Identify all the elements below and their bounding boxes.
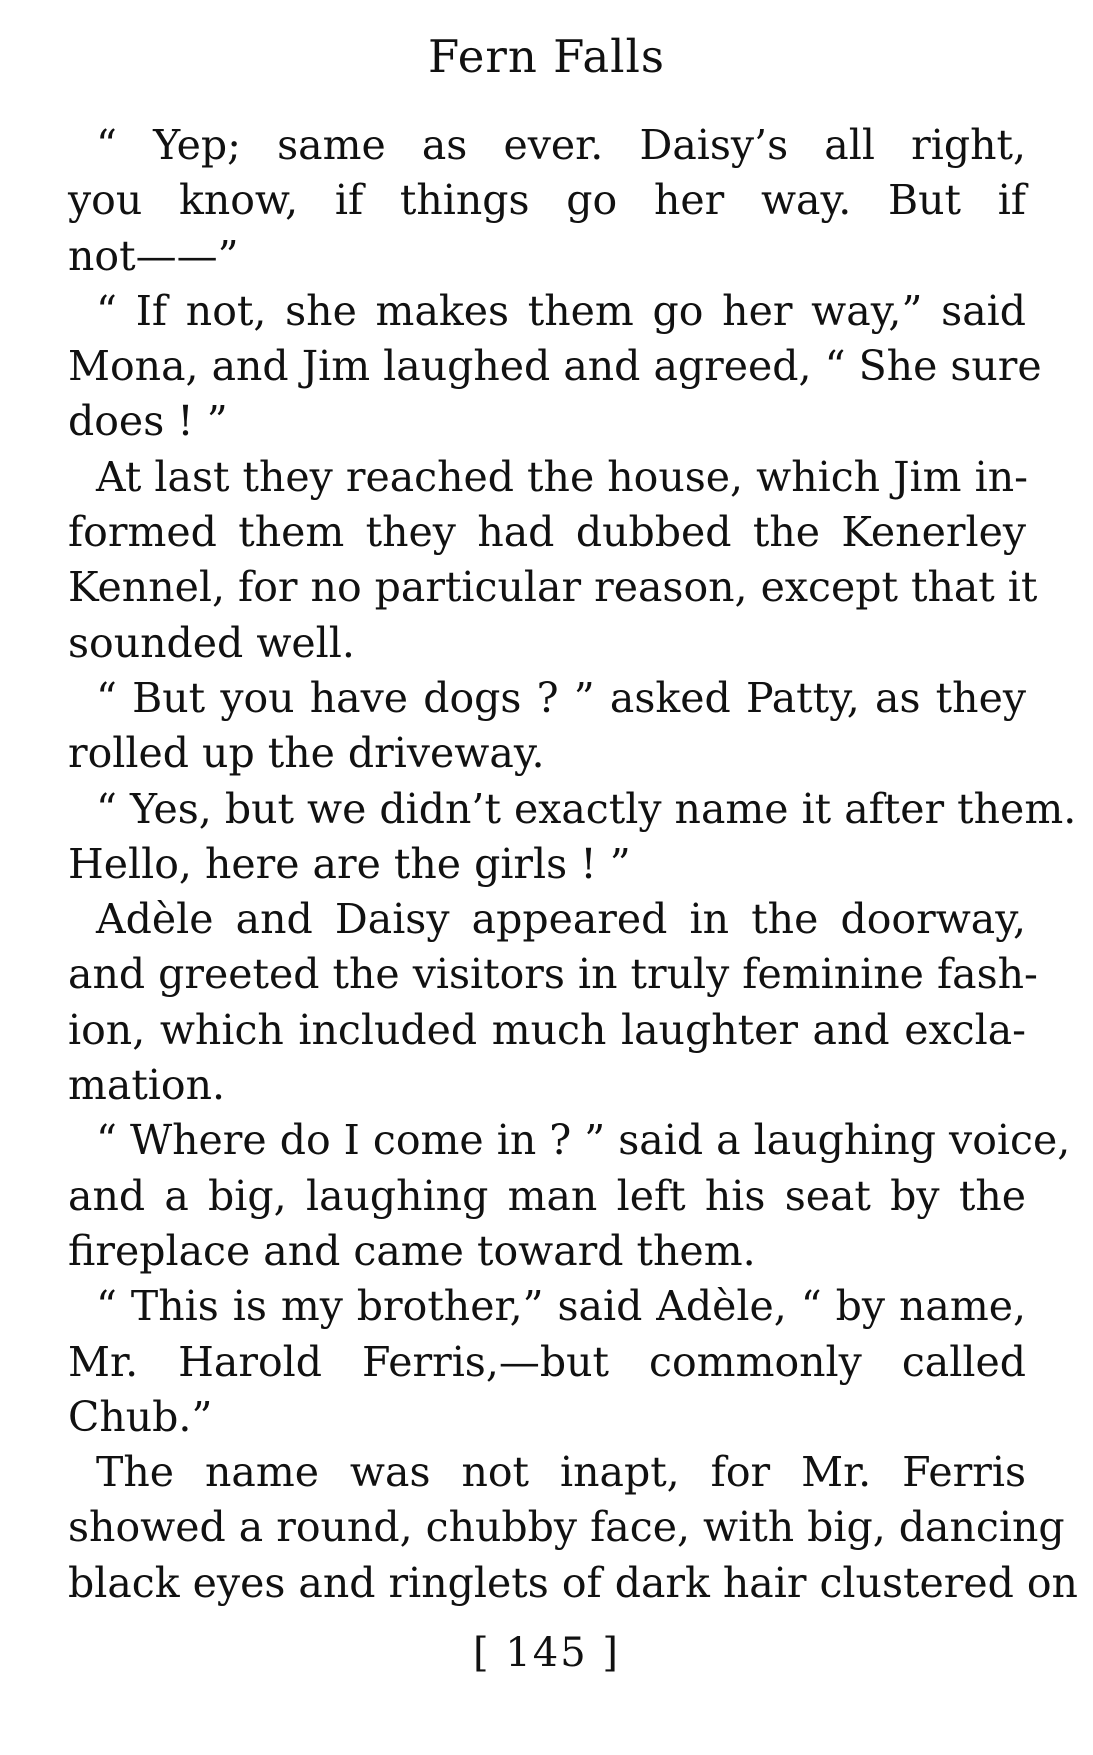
- text-line: Adèle and Daisy appeared in the doorway,: [96, 895, 1026, 944]
- text-line: you know, if things go her way. But if: [68, 176, 1026, 225]
- running-head: Fern Falls: [427, 30, 666, 83]
- text-line: sounded well.: [68, 618, 355, 667]
- paragraph: [68, 284, 1042, 450]
- page-number: [ 145 ]: [473, 1630, 620, 1676]
- paragraph: [68, 892, 1038, 1113]
- text-line: Chub.”: [68, 1392, 213, 1441]
- text-line: and a big, laughing man left his seat by the: [68, 1171, 1026, 1220]
- paragraph: [68, 450, 1038, 671]
- text-line: “ Yes, but we didn’t exactly name it after them.: [96, 784, 1077, 833]
- text-line: Mr. Harold Ferris,—but commonly called: [68, 1337, 1026, 1386]
- text-line: Kennel, for no particular reason, except that it: [68, 563, 1038, 612]
- text-line: not——”: [68, 231, 239, 280]
- text-line: ion, which included much laughter and excla-: [68, 1005, 1026, 1054]
- text-line: “ This is my brother,” said Adèle, “ by name,: [96, 1282, 1026, 1331]
- text-line: “ Where do I come in ? ” said a laughing voice,: [96, 1116, 1071, 1165]
- paragraph: [68, 1113, 1071, 1279]
- body-text: [68, 118, 1078, 1611]
- text-line: Mona, and Jim laughed and agreed, “ She sure: [68, 342, 1042, 391]
- paragraph: [68, 782, 1077, 893]
- paragraph: [68, 1445, 1078, 1611]
- text-line: Hello, here are the girls ! ”: [68, 839, 631, 888]
- paragraph: [68, 1279, 1026, 1445]
- paragraph: [68, 118, 1026, 284]
- text-line: rolled up the driveway.: [68, 729, 545, 778]
- text-line: The name was not inapt, for Mr. Ferris: [96, 1448, 1026, 1497]
- paragraph: [68, 671, 1026, 782]
- text-line: “ But you have dogs ? ” asked Patty, as they: [96, 673, 1026, 722]
- text-line: mation.: [68, 1061, 226, 1110]
- text-line: does ! ”: [68, 397, 228, 446]
- text-line: At last they reached the house, which Jim in-: [96, 452, 1028, 501]
- text-line: showed a round, chubby face, with big, dancing: [68, 1503, 1065, 1552]
- text-line: and greeted the visitors in truly feminine fash-: [68, 950, 1038, 999]
- text-line: black eyes and ringlets of dark hair clustered on: [68, 1558, 1078, 1607]
- text-line: fireplace and came toward them.: [68, 1226, 756, 1275]
- text-line: “ If not, she makes them go her way,” said: [96, 286, 1026, 335]
- text-line: formed them they had dubbed the Kenerley: [68, 508, 1026, 557]
- text-line: “ Yep; same as ever. Daisy’s all right,: [96, 121, 1026, 169]
